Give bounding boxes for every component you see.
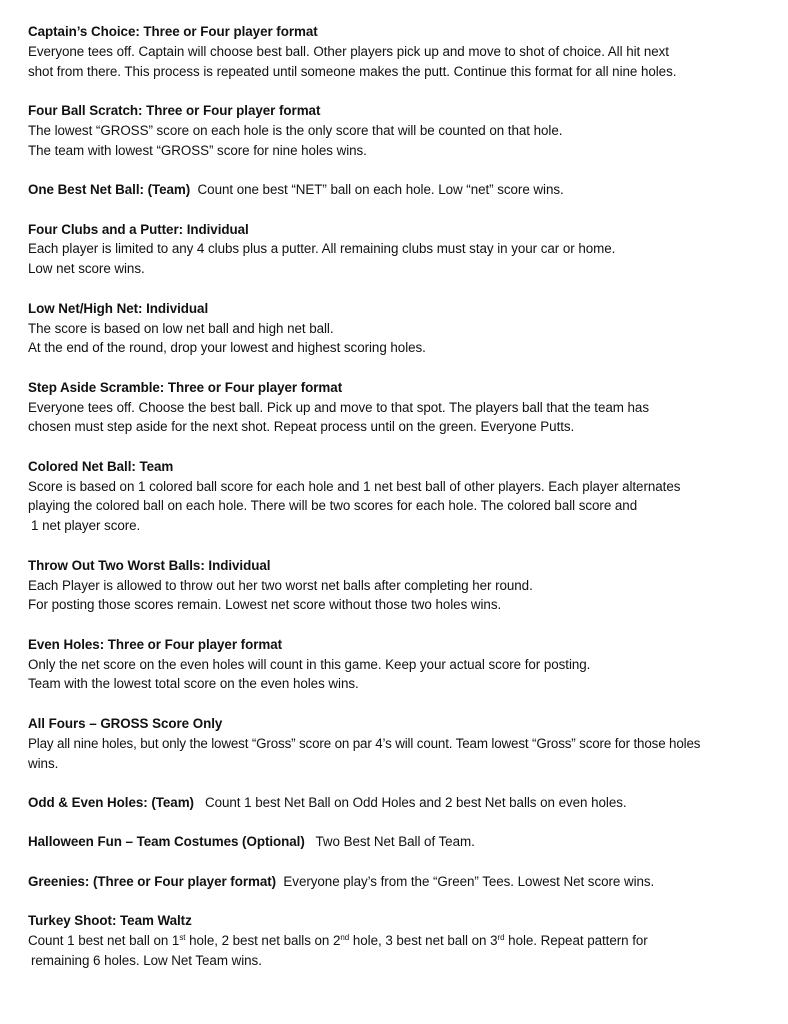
section-title: Turkey Shoot: Team Waltz [28, 913, 192, 929]
section-text: Each player is limited to any 4 clubs plus a putter. All remaining clubs must stay in your car or home. [28, 241, 616, 257]
section-one-best-net-ball [28, 180, 768, 200]
section-all-fours [28, 714, 768, 773]
section-text: At the end of the round, drop your lowest and highest scoring holes. [28, 340, 426, 356]
section-throw-out-two-worst [28, 556, 768, 615]
section-text: Count one best “NET” ball on each hole. Low “net” score wins. [197, 182, 564, 198]
game-formats-document [28, 22, 768, 991]
section-title: One Best Net Ball: (Team) [28, 182, 191, 198]
text-run: Count 1 best net ball on 1 [28, 933, 180, 949]
section-text: Play all nine holes, but only the lowest “Gross” score on par 4’s will count. Team lowest “Gross” score for those holes [28, 735, 701, 751]
section-even-holes [28, 635, 768, 694]
section-text: Team with the lowest total score on the even holes wins. [28, 676, 359, 692]
section-text [28, 931, 768, 951]
section-text: Score is based on 1 colored ball score for each hole and 1 net best ball of other players. Each player alternates [28, 478, 681, 494]
section-title: Four Clubs and a Putter: Individual [28, 221, 249, 237]
section-four-clubs-putter [28, 220, 768, 279]
section-title: Four Ball Scratch: Three or Four player format [28, 103, 321, 119]
section-title: All Fours – GROSS Score Only [28, 715, 223, 731]
section-title: Greenies: (Three or Four player format) [28, 873, 277, 889]
section-inline-line [28, 793, 768, 813]
section-four-ball-scratch [28, 101, 768, 160]
section-title: Colored Net Ball: Team [28, 458, 174, 474]
section-inline-line [28, 832, 768, 852]
section-greenies [28, 872, 768, 892]
section-halloween-fun [28, 832, 768, 852]
ordinal-suffix: rd [497, 933, 505, 943]
section-text: Each Player is allowed to throw out her two worst net balls after completing her round. [28, 577, 533, 593]
section-text: Low net score wins. [28, 261, 145, 277]
section-odd-even-holes [28, 793, 768, 813]
section-inline-line [28, 872, 768, 892]
section-text: Everyone tees off. Captain will choose best ball. Other players pick up and move to shot of choice. All hit next [28, 43, 669, 59]
section-text: Count 1 best Net Ball on Odd Holes and 2 best Net balls on even holes. [204, 794, 627, 810]
section-title: Captain’s Choice: Three or Four player format [28, 24, 318, 39]
section-step-aside-scramble [28, 378, 768, 437]
section-text: Only the net score on the even holes will count in this game. Keep your actual score for posting. [28, 656, 591, 672]
section-text: Everyone tees off. Choose the best ball. Pick up and move to that spot. The players ball that the team has [28, 399, 649, 415]
section-title: Step Aside Scramble: Three or Four player format [28, 379, 343, 395]
section-text: chosen must step aside for the next shot. Repeat process until on the green. Everyone Putts. [28, 419, 575, 435]
section-text: playing the colored ball on each hole. There will be two scores for each hole. The colored ball score and [28, 498, 638, 514]
section-title: Even Holes: Three or Four player format [28, 636, 283, 652]
section-title: Low Net/High Net: Individual [28, 300, 209, 316]
section-text: The score is based on low net ball and high net ball. [28, 320, 334, 336]
section-low-net-high-net [28, 299, 768, 358]
text-run: hole, 2 best net balls on 2 [185, 933, 341, 949]
text-run: hole. Repeat pattern for [504, 933, 648, 949]
section-text: wins. [28, 755, 59, 771]
section-text: 1 net player score. [31, 518, 141, 534]
section-text: shot from there. This process is repeated until someone makes the putt. Continue this format for all nine holes. [28, 63, 677, 79]
section-turkey-shoot [28, 911, 768, 970]
section-text: Everyone play’s from the “Green” Tees. Lowest Net score wins. [283, 873, 655, 889]
section-inline-line [28, 180, 768, 200]
section-title: Odd & Even Holes: (Team) [28, 794, 194, 810]
text-run: hole, 3 best net ball on 3 [349, 933, 498, 949]
section-text: The team with lowest “GROSS” score for nine holes wins. [28, 142, 367, 158]
section-title: Halloween Fun – Team Costumes (Optional) [28, 834, 305, 850]
section-text: Two Best Net Ball of Team. [315, 834, 475, 850]
ordinal-suffix: st [179, 933, 186, 943]
section-text: For posting those scores remain. Lowest net score without those two holes wins. [28, 597, 502, 613]
section-title: Throw Out Two Worst Balls: Individual [28, 557, 271, 573]
section-captains-choice [28, 22, 768, 81]
section-colored-net-ball [28, 457, 768, 536]
section-text: The lowest “GROSS” score on each hole is the only score that will be counted on that hole. [28, 122, 563, 138]
ordinal-suffix: nd [340, 933, 350, 943]
section-text: remaining 6 holes. Low Net Team wins. [31, 953, 262, 969]
